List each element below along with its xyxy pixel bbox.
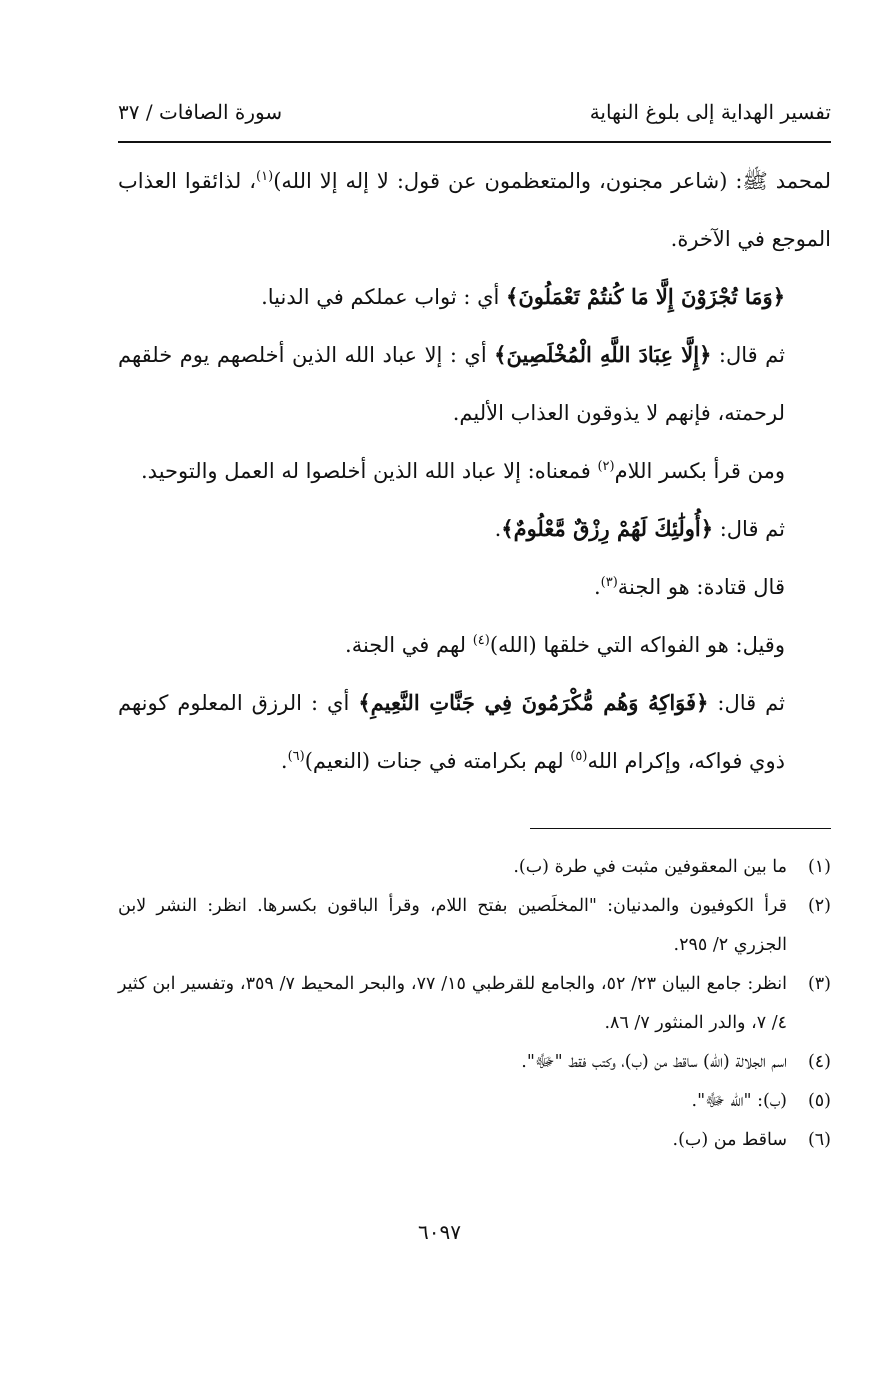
footnote (118, 1121, 831, 1160)
footnote-ref: (٢) (597, 459, 615, 474)
quran-verse: ﴿أُولَٰئِكَ لَهُمْ رِزْقٌ مَّعْلُومٌ﴾ (501, 516, 714, 541)
footnotes (118, 848, 831, 1160)
footnote-ref: (١) (256, 169, 274, 184)
footnote (118, 848, 831, 887)
running-header (118, 92, 831, 132)
footnote-separator (530, 828, 831, 829)
footnote-text: ساقط من (ب). (672, 1130, 787, 1150)
footnote-text: (ب): "الله ﷻ". (691, 1091, 787, 1111)
main-text (118, 152, 831, 790)
paragraph: ثم قال: ﴿أُولَٰئِكَ لَهُمْ رِزْقٌ مَّعْلُومٌ﴾. (494, 516, 785, 541)
footnote-ref: (٥) (570, 749, 588, 764)
footnote-number: (١) (807, 857, 831, 877)
quran-verse: ﴿إِلَّا عِبَادَ اللَّهِ الْمُخْلَصِينَ﴾ (494, 342, 712, 367)
footnote-ref: (٦) (287, 749, 305, 764)
surah-info: سورة الصافات / ٣٧ (118, 100, 283, 124)
footnote-text: قرأ الكوفيون والمدنيان: "المخلَصين بفتح اللام، وقرأ الباقون بكسرها. انظر: النشر لابن الجزري ٢/ ٢٩٥. (118, 896, 787, 955)
footnote (118, 965, 831, 1043)
footnote-number: (٤) (807, 1052, 831, 1072)
footnote-ref: (٤) (472, 633, 490, 648)
quran-verse: ﴿فَوَاكِهُ وَهُم مُّكْرَمُونَ فِي جَنَّاتِ النَّعِيمِ﴾ (358, 690, 709, 715)
paragraph: ﴿وَمَا تُجْزَوْنَ إِلَّا مَا كُنتُمْ تَعْمَلُونَ﴾ أي : ثواب عملكم في الدنيا. (261, 284, 785, 309)
footnote-text: انظر: جامع البيان ٢٣/ ٥٢، والجامع للقرطبي ١٥/ ٧٧، والبحر المحيط ٧/ ٣٥٩، وتفسير ابن كثير ٤/ ٧، والدر المنثور ٧/ ٨٦. (118, 974, 787, 1033)
footnote-ref: (٣) (600, 575, 618, 590)
footnote (118, 887, 831, 965)
page-number: ٦٠٩٧ (418, 1220, 461, 1244)
footnote (118, 1082, 831, 1121)
footnote-number: (٦) (807, 1130, 831, 1150)
book-title: تفسير الهداية إلى بلوغ النهاية (589, 100, 831, 124)
quran-verse: ﴿وَمَا تُجْزَوْنَ إِلَّا مَا كُنتُمْ تَعْمَلُونَ﴾ (506, 284, 785, 309)
footnote-text: ما بين المعقوفين مثبت في طرة (ب). (513, 857, 787, 877)
paragraph: ثم قال: ﴿إِلَّا عِبَادَ اللَّهِ الْمُخْلَصِينَ﴾ أي : إلا عباد الله الذين أخلصهم يوم خلقهم لرحمته، فإنهم لا يذوقون العذاب الأليم. (118, 342, 785, 425)
paragraph: لمحمد ﷺ: (شاعر مجنون، والمتعظمون عن قول: لا إله إلا الله)$^{(١)}$، لذائقوا العذاب الموجع في الآخرة. (118, 169, 831, 251)
paragraph: قال قتادة: هو الجنة$^{(٣)}$. (593, 575, 785, 599)
footnote-text: اسم الجلالة (الله) ساقط من (ب)، وكتب فقط "ﷻ". (521, 1052, 787, 1072)
paragraph: ثم قال: ﴿فَوَاكِهُ وَهُم مُّكْرَمُونَ فِي جَنَّاتِ النَّعِيمِ﴾ أي : الرزق المعلوم كونهم ذوي فواكه، وإكرام الله$^{(٥)}$ لهم بكرامته في جنات (النعيم)$^{(٦)}$. (118, 690, 785, 773)
header-rule (118, 141, 831, 143)
footnote-number: (٣) (807, 974, 831, 994)
footnote-number: (٥) (807, 1091, 831, 1111)
paragraph: ومن قرأ بكسر اللام$^{(٢)}$ فمعناه: إلا عباد الله الذين أخلصوا له العمل والتوحيد. (141, 459, 785, 483)
footnote-number: (٢) (807, 896, 831, 916)
footnote (118, 1043, 831, 1082)
paragraph: وقيل: هو الفواكه التي خلقها (الله)$^{(٤)}$ لهم في الجنة. (345, 633, 785, 657)
